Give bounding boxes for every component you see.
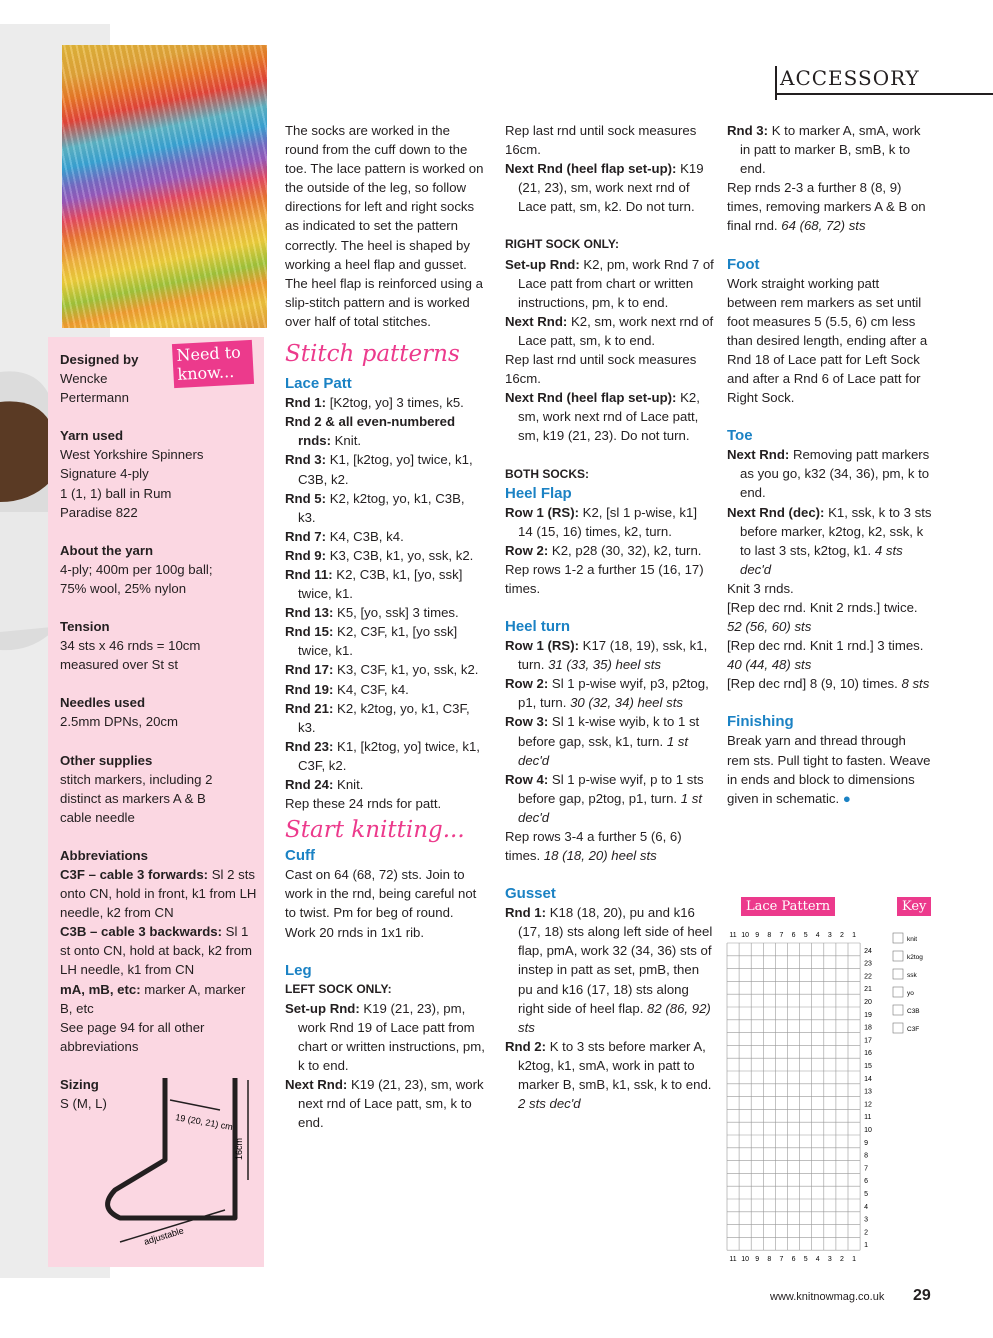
info-label: Tension: [60, 619, 110, 635]
ht-row3-label: Row 3:: [505, 714, 549, 730]
left-setup-label: Set-up Rnd:: [285, 1000, 360, 1016]
circumference-label: 19 (20, 21) cm: [174, 1112, 234, 1133]
row-number: 5: [864, 1191, 869, 1198]
toe-rep2: [Rep dec rnd. Knit 1 rnd.] 3 times.: [727, 638, 924, 654]
heel-setup-text: K19 (21, 23), sm, work next rnd of Lace patt, sm, k2. Do not turn.: [518, 161, 704, 215]
lace-chart: [725, 899, 927, 1270]
col-number: 5: [803, 1256, 808, 1264]
heel-setup2-label: Next Rnd (heel flap set-up):: [505, 390, 677, 406]
left-next-label: Next Rnd:: [285, 1077, 348, 1093]
header-rule: [775, 93, 993, 95]
row-number: 2: [864, 1229, 869, 1237]
key-swatch: [893, 1005, 903, 1015]
right-next-text: K2, sm, work next rnd of Lace patt, sm, k to end.: [518, 313, 714, 348]
lace-row: Rnd 9: K3, C3B, k1, yo, ssk, k2.: [285, 547, 474, 563]
col-number: 6: [791, 932, 796, 939]
row-number: 17: [864, 1037, 872, 1045]
row-number: 1: [864, 1242, 869, 1250]
ht-row3-count: 1 st dec'd: [518, 733, 689, 768]
info-value: 4-ply; 400m per 100g ball;: [60, 561, 213, 577]
lace-row: Rnd 24: Knit.: [285, 777, 364, 792]
key-swatch: [893, 987, 903, 997]
info-section: [60, 426, 260, 521]
column-2: [505, 121, 715, 1113]
g-rnd2-text: K to 3 sts before marker A, k2tog, k1, smA, work in patt to marker B, smB, k1, ssk, k to end.: [518, 1038, 712, 1093]
toe-knit3: Knit 3 rnds.: [727, 580, 794, 596]
toe-rep2-count: 40 (44, 48) sts: [727, 657, 812, 673]
need-to-know-tag: Need to know...: [172, 340, 254, 388]
toe-dec-count: 4 sts dec'd: [740, 542, 903, 577]
lace-rows: [285, 393, 485, 794]
toe-rep1-count: 52 (56, 60) sts: [727, 619, 812, 635]
ht-row3-text: Sl 1 k-wise wyib, k to 1 st before gap, ssk, k1, turn.: [518, 714, 700, 749]
lace-row: Rnd 19: K4, C3F, k4.: [285, 681, 409, 697]
info-value: 75% wool, 25% nylon: [60, 580, 187, 596]
key-swatch: [893, 1023, 903, 1033]
foot-length-label: adjustable: [142, 1225, 185, 1247]
info-value: 1 (1, 1) ball in Rum: [60, 485, 172, 501]
info-value: 2.5mm DPNs, 20cm: [60, 714, 178, 730]
row-number: 22: [864, 973, 872, 981]
key-label: C3F: [907, 1026, 920, 1033]
ht-row1-count: 31 (33, 35) heel sts: [548, 657, 661, 673]
rep-leg: Rep last rnd until sock measures 16cm.: [505, 123, 697, 158]
yarn-ball-icon: ●: [842, 790, 851, 806]
g-rnd1-label: Rnd 1:: [505, 905, 547, 921]
foot-heading: Foot: [727, 255, 760, 273]
info-label: Needles used: [60, 695, 146, 711]
col-number: 2: [839, 1256, 844, 1264]
key-swatch: [893, 951, 903, 961]
hf-row2-label: Row 2:: [505, 542, 549, 558]
key-swatch: [893, 933, 903, 943]
info-value: measured over St st: [60, 657, 179, 673]
row-number: 12: [864, 1101, 872, 1109]
gusset-heading: Gusset: [505, 885, 556, 903]
g-rnd2-count: 2 sts dec'd: [518, 1096, 581, 1112]
footer-url[interactable]: www.knitnowmag.co.uk: [770, 1291, 885, 1303]
ht-row4-count: 1 st dec'd: [518, 790, 703, 825]
row-number: 6: [864, 1178, 869, 1186]
info-value: Paradise 822: [60, 504, 138, 520]
col-number: 3: [827, 932, 832, 939]
abbreviations: [60, 846, 260, 1056]
abbreviation: C3F – cable 3 forwards: Sl 2 sts onto CN, hold in front, k1 from LH needle, k2 from CN: [60, 866, 257, 921]
hf-row2-text: K2, p28 (30, 32), k2, turn.: [548, 542, 702, 558]
ht-row1-text: K17 (18, 19), ssk, k1, turn.: [518, 638, 708, 673]
g-rnd1-text: K18 (18, 20), pu and k16 (17, 18) sts along left side of heel flap, pmA, work 32 (34, 36) sts of instep in patt as set, pmB, then pu and k16 (17, 18) sts along right side of heel flap.: [518, 905, 713, 1016]
g-rnd3-text: K to marker A, smA, work in patt to marker B, smB, k to end.: [740, 123, 921, 177]
ht-row2-label: Row 2:: [505, 676, 549, 692]
lace-row: Rnd 11: K2, C3B, k1, [yo, ssk] twice, k1.: [285, 566, 463, 602]
info-section: [60, 751, 260, 827]
info-column: [60, 350, 260, 1113]
toe-rep1: [Rep dec rnd. Knit 2 rnds.] twice.: [727, 599, 918, 615]
right-setup-label: Set-up Rnd:: [505, 256, 580, 272]
heel-flap-heading: Heel Flap: [505, 484, 572, 502]
intro-text: The socks are worked in the round from the cuff down to the toe. The lace pattern is worked on the outside of the leg, so follow directions for left and right socks as indicated to set the pattern correctly. The heel is shaped by working a heel flap and gusset. The heel flap is reinforced using a slip-stitch pattern and is worked over half of total stitches.: [285, 123, 484, 329]
finishing-text: Break yarn and thread through rem sts. Pull tight to fasten. Weave in ends and block to dimensions given in schematic.: [727, 733, 931, 806]
ht-row4-label: Row 4:: [505, 771, 549, 787]
length-label: 16cm: [234, 1137, 244, 1160]
column-1: [285, 121, 485, 1132]
col-number: 9: [755, 932, 760, 939]
toe-heading: Toe: [727, 427, 753, 445]
info-section: [60, 617, 260, 674]
key-label: knit: [907, 936, 918, 943]
chart-grid: [725, 925, 925, 1270]
row-number: 20: [864, 999, 872, 1006]
sock-schematic: [90, 1060, 260, 1260]
heel-turn-heading: Heel turn: [505, 618, 571, 636]
page-number: 29: [913, 1287, 931, 1304]
key-swatch: [893, 969, 903, 979]
cuff-heading: Cuff: [285, 847, 315, 865]
col-number: 8: [767, 1256, 772, 1264]
toe-dec-text: K1, ssk, k to 3 sts before marker, k2tog, k2, ssk, k to last 3 sts, k2tog, k1.: [740, 504, 932, 558]
column-3: [727, 121, 932, 808]
lace-row: Rnd 17: K3, C3F, k1, yo, ssk, k2.: [285, 662, 479, 678]
row-number: 15: [864, 1063, 872, 1070]
row-number: 14: [864, 1075, 872, 1083]
col-number: 3: [827, 1256, 832, 1264]
ht-repeat: Rep rows 3-4 a further 5 (6, 6) times.: [505, 829, 682, 864]
both-socks-label: BOTH SOCKS:: [505, 466, 589, 481]
lace-row: Rnd 15: K2, C3F, k1, [yo ssk] twice, k1.: [285, 624, 458, 659]
row-number: 24: [864, 947, 872, 955]
toe-rep3: [Rep dec rnd] 8 (9, 10) times.: [727, 676, 902, 692]
info-label: Yarn used: [60, 428, 124, 444]
row-number: 11: [864, 1114, 872, 1122]
row-number: 13: [864, 1088, 872, 1096]
row-number: 21: [864, 986, 872, 994]
lace-row: Rnd 23: K1, [k2tog, yo] twice, k1, C3F, k2.: [285, 738, 480, 773]
col-number: 8: [767, 932, 772, 939]
cuff-rib: Work 20 rnds in 1x1 rib.: [285, 924, 425, 940]
row-number: 9: [864, 1139, 869, 1147]
foot-text: Work straight working patt between rem markers as set until foot measures 5 (5.5, 6) cm less than desired length, ending after a Rnd 18 of Lace patt for Left Sock and after a Rnd 6 of Lace patt for Right Sock.: [727, 275, 928, 406]
right-setup-text: K2, pm, work Rnd 7 of Lace patt from chart or written instructions, pm, k to end.: [518, 256, 714, 310]
row-number: 23: [864, 960, 872, 968]
stitch-patterns-heading: Stitch patterns: [285, 341, 460, 368]
col-number: 4: [815, 1256, 820, 1264]
key-tag: Key: [897, 897, 931, 916]
row-number: 16: [864, 1050, 872, 1058]
info-section: [60, 541, 260, 598]
lace-row: Rnd 2 & all even-numbered rnds: Knit.: [285, 414, 456, 449]
g-rnd2-label: Rnd 2:: [505, 1038, 547, 1054]
ht-row1-label: Row 1 (RS):: [505, 638, 579, 654]
hf-row1-text: K2, [sl 1 p-wise, k1] 14 (15, 16) times, k2, turn.: [518, 504, 697, 539]
lace-patt-heading: Lace Patt: [285, 375, 352, 393]
col-number: 11: [729, 1256, 737, 1264]
right-next-label: Next Rnd:: [505, 313, 568, 329]
g-repeat: Rep rnds 2-3 a further 8 (8, 9) times, removing markers A & B on final rnd.: [727, 180, 926, 234]
lace-repeat: Rep these 24 rnds for patt.: [285, 796, 442, 812]
lace-row: Rnd 21: K2, k2tog, yo, k1, C3F, k3.: [285, 700, 470, 735]
key-label: C3B: [907, 1008, 920, 1015]
lace-row: Rnd 5: K2, k2tog, yo, k1, C3B, k3.: [285, 490, 465, 525]
g-rnd3-label: Rnd 3:: [727, 123, 769, 138]
col-number: 7: [779, 932, 784, 939]
row-number: 7: [864, 1165, 869, 1173]
abbreviation: See page 94 for all other abbreviations: [60, 1019, 205, 1054]
col-number: 10: [741, 932, 750, 939]
hf-repeat: Rep rows 1-2 a further 15 (16, 17) times.: [505, 561, 704, 596]
toe-next-label: Next Rnd:: [727, 447, 790, 463]
row-number: 10: [864, 1127, 872, 1134]
hf-row1-label: Row 1 (RS):: [505, 504, 579, 520]
lace-row: Rnd 3: K1, [k2tog, yo] twice, k1, C3B, k2.: [285, 452, 473, 487]
info-value: 34 sts x 46 rnds = 10cm: [60, 638, 201, 654]
toe-dec-label: Next Rnd (dec):: [727, 504, 825, 520]
lace-row: Rnd 7: K4, C3B, k4.: [285, 528, 404, 544]
heel-setup-label: Next Rnd (heel flap set-up):: [505, 161, 677, 177]
cuff-text: Cast on 64 (68, 72) sts. Join to work in the rnd, being careful not to twist. Pm for beg of round.: [285, 867, 477, 921]
circumference-arrow: [170, 1100, 220, 1110]
info-label: About the yarn: [60, 542, 154, 558]
col-number: 1: [852, 932, 857, 939]
col-number: 10: [741, 1256, 750, 1264]
row-number: 3: [864, 1216, 869, 1224]
info-label: Designed by: [60, 352, 139, 367]
leg-heading: Leg: [285, 961, 312, 979]
lace-row: Rnd 13: K5, [yo, ssk] 3 times.: [285, 605, 459, 621]
info-value: Signature 4-ply: [60, 466, 149, 482]
row-number: 4: [864, 1203, 869, 1211]
col-number: 11: [729, 932, 737, 939]
col-number: 4: [815, 932, 820, 939]
key-label: k2tog: [907, 954, 923, 961]
abbreviation: C3B – cable 3 backwards: Sl 1 st onto CN, hold at back, k2 from LH needle, k1 from CN: [60, 924, 253, 978]
key-label: ssk: [907, 972, 917, 979]
col-number: 2: [839, 932, 844, 939]
rep-leg-2: Rep last rnd until sock measures 16cm.: [505, 352, 697, 387]
abbreviations-label: Abbreviations: [60, 847, 148, 863]
abbreviation: mA, mB, etc: marker A, marker B, etc: [60, 981, 246, 1016]
finishing-heading: Finishing: [727, 713, 794, 731]
col-number: 1: [852, 1256, 857, 1264]
ht-repeat-count: 18 (18, 20) heel sts: [543, 848, 657, 864]
row-number: 19: [864, 1011, 872, 1019]
g-rnd1-count: 82 (86, 92) sts: [518, 1000, 711, 1035]
info-label: Other supplies: [60, 752, 153, 768]
start-knitting-heading: Start knitting...: [285, 817, 465, 844]
col-number: 5: [803, 932, 808, 939]
info-value: Wencke: [60, 371, 108, 387]
left-setup-text: K19 (21, 23), pm, work Rnd 19 of Lace patt from chart or written instructions, pm, k to end.: [298, 1000, 485, 1074]
lace-pattern-tag: Lace Pattern: [741, 897, 835, 916]
lace-row: Rnd 1: [K2tog, yo] 3 times, k5.: [285, 395, 464, 411]
ht-row2-text: Sl 1 p-wise wyif, p3, p2tog, p1, turn.: [518, 676, 709, 711]
info-value: West Yorkshire Spinners: [60, 447, 204, 463]
row-number: 18: [864, 1024, 872, 1032]
col-number: 7: [779, 1256, 784, 1264]
info-section: [60, 350, 260, 407]
right-sock-label: RIGHT SOCK ONLY:: [505, 237, 620, 252]
info-value: cable needle: [60, 809, 135, 825]
ht-row2-count: 30 (32, 34) heel sts: [570, 695, 683, 711]
left-sock-label: LEFT SOCK ONLY:: [285, 981, 392, 996]
g-repeat-count: 64 (68, 72) sts: [781, 218, 866, 234]
sizing: Sizing S (M, L): [60, 1076, 107, 1111]
heel-setup2-text: K2, sm, work next rnd of Lace patt, sm, k19 (21, 23). Do not turn.: [518, 390, 700, 444]
left-next-text: K19 (21, 23), sm, work next rnd of Lace patt, sm, k to end.: [298, 1077, 484, 1131]
toe-rep3-count: 8 sts: [901, 676, 930, 692]
knit-texture: [62, 45, 267, 328]
row-number: 8: [864, 1152, 869, 1160]
col-number: 6: [791, 1256, 796, 1264]
info-value: stitch markers, including 2: [60, 771, 213, 787]
section-header: ACCESSORY: [780, 66, 920, 90]
col-number: 9: [755, 1256, 760, 1264]
toe-next-text: Removing patt markers as you go, k32 (34, 36), pm, k to end.: [740, 447, 930, 501]
info-value: Pertermann: [60, 390, 129, 406]
info-value: distinct as markers A & B: [60, 790, 206, 806]
key-label: yo: [907, 990, 914, 997]
info-section: [60, 693, 260, 731]
ht-row4-text: Sl 1 p-wise wyif, p to 1 sts before gap, p2tog, p1, turn.: [518, 771, 704, 806]
